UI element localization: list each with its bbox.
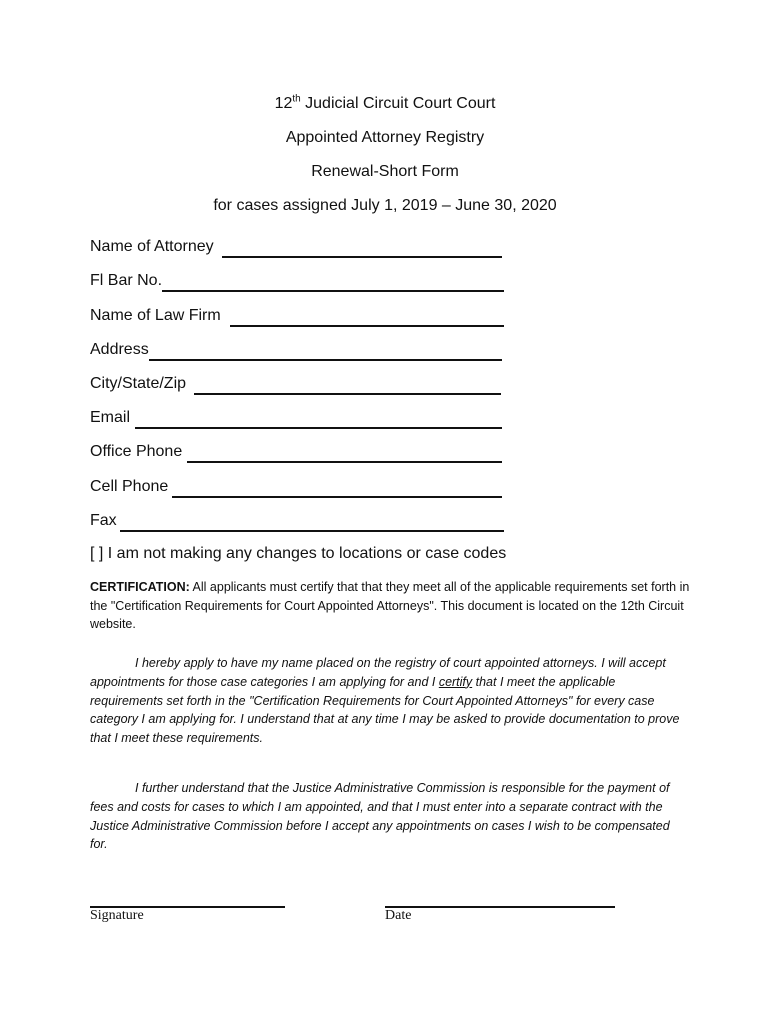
field-label: Address <box>90 341 149 358</box>
fill-in-line[interactable] <box>120 530 504 532</box>
field-email <box>90 409 130 427</box>
certification-paragraph <box>90 578 690 634</box>
field-label: Fax <box>90 512 117 529</box>
paragraph-text: that I meet the applicable requirements set forth in the "Certification Requirements for Court Appointed Attorneys" for every case category I am applying for. I understand that at any time I may be asked to provide documentation to prove that I meet these requirements. <box>90 674 680 746</box>
certify-underlined: certify <box>438 674 473 689</box>
fill-in-line[interactable] <box>222 256 502 258</box>
field-cell-phone <box>90 478 168 496</box>
paragraph-text: I hereby apply to have my name placed on the registry of court appointed attorneys. I will accept appointments for those case categories I am applying for and I <box>90 656 666 689</box>
title-ordinal-suffix: th <box>292 93 301 105</box>
field-office-phone <box>90 443 182 461</box>
field-label: Cell Phone <box>90 478 169 495</box>
fill-in-line[interactable] <box>187 461 502 463</box>
field-label: Office Phone <box>90 443 183 460</box>
form-title-registry: Appointed Attorney Registry <box>285 129 485 146</box>
date-label: Date <box>385 908 412 923</box>
title-number: 12 <box>274 95 293 112</box>
field-name-of-attorney <box>90 238 214 256</box>
fill-in-line[interactable] <box>162 290 504 292</box>
fill-in-line[interactable] <box>194 393 501 395</box>
signature-label: Signature <box>90 908 144 923</box>
commission-paragraph <box>90 779 690 854</box>
fill-in-line[interactable] <box>135 427 502 429</box>
field-name-of-law-firm <box>90 307 221 325</box>
field-label: Name of Attorney <box>90 238 214 255</box>
form-title-period: for cases assigned July 1, 2019 – June 30, 2020 <box>213 197 557 214</box>
field-label: City/State/Zip <box>90 375 187 392</box>
fill-in-line[interactable] <box>172 496 502 498</box>
no-changes-checkbox[interactable]: [ ] I am not making any changes to locations or case codes <box>90 545 507 562</box>
title-court-name: Judicial Circuit Court Court <box>300 95 496 112</box>
date-line[interactable] <box>385 906 615 908</box>
form-title-court <box>0 95 770 113</box>
field-label: Fl Bar No. <box>90 272 163 289</box>
paragraph-text: I further understand that the Justice Administrative Commission is responsible for the payment of fees and costs for cases to which I am appointed, and that I must enter into a separate contract with the Justice Administrative Commission before I accept any appointments on cases I wish to be compensated for. <box>90 781 670 852</box>
certification-text: All applicants must certify that that they meet all of the applicable requirements set forth in the "Certification Requirements for Court Appointed Attorneys". This document is located on the 12th Circuit website. <box>90 580 690 631</box>
application-paragraph <box>90 654 690 748</box>
field-label: Email <box>90 409 131 426</box>
field-address <box>90 341 149 359</box>
fill-in-line[interactable] <box>149 359 502 361</box>
field-fl-bar-no <box>90 272 162 290</box>
field-city-state-zip <box>90 375 186 393</box>
field-fax <box>90 512 117 530</box>
fill-in-line[interactable] <box>230 325 504 327</box>
field-label: Name of Law Firm <box>90 307 221 324</box>
form-title-type: Renewal-Short Form <box>311 163 459 180</box>
certification-heading: CERTIFICATION: <box>90 580 190 594</box>
